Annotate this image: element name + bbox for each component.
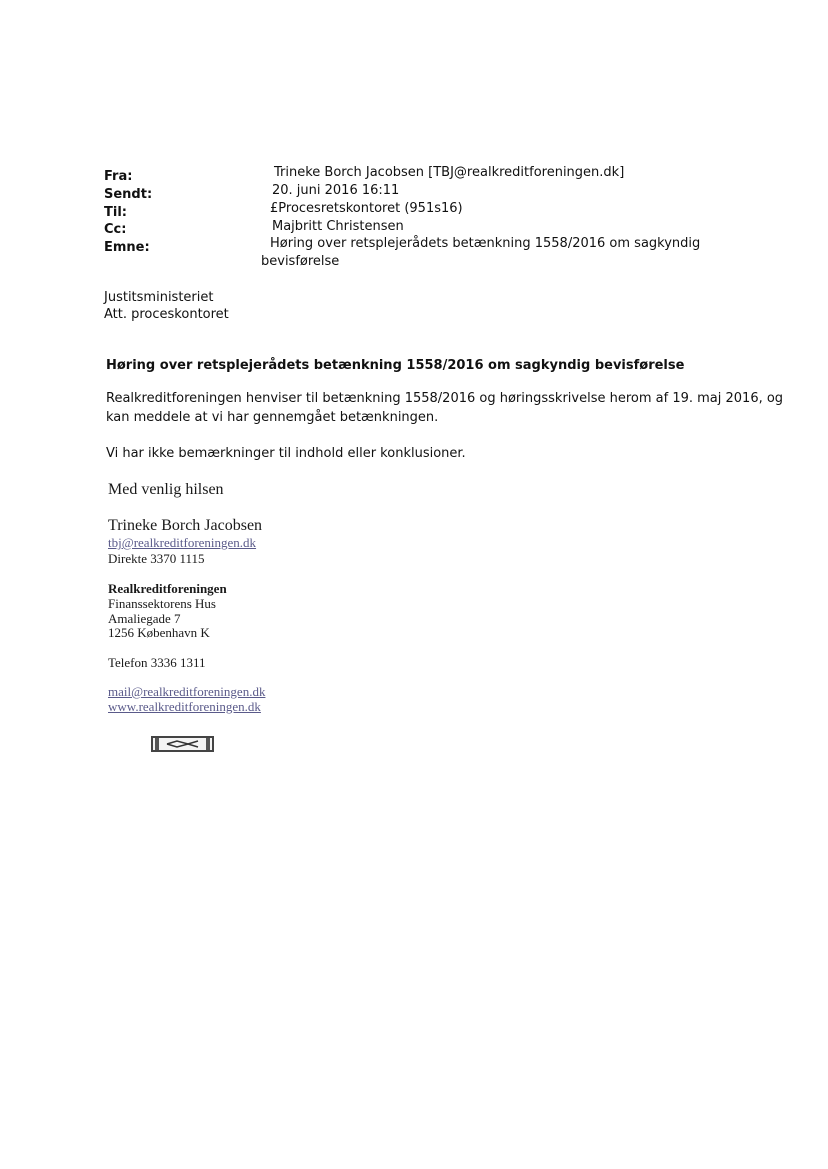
broken-image-icon (151, 736, 214, 752)
paragraph1-line1: Realkreditforeningen henviser til betænkning 1558/2016 og høringsskrivelse herom af 19. maj 2016, og (106, 391, 784, 406)
recipient-line1: Justitsministeriet (104, 290, 214, 305)
to-value: £Procesretskontoret (951s16) (270, 201, 463, 216)
from-label: Fra: (104, 169, 133, 184)
closing: Med venlig hilsen (108, 481, 224, 498)
letter-heading: Høring over retsplejerådets betænkning 1558/2016 om sagkyndig bevisførelse (106, 358, 685, 373)
paragraph2: Vi har ikke bemærkninger til indhold eller konklusioner. (106, 446, 466, 461)
address-line3: 1256 København K (108, 625, 210, 640)
recipient-line2: Att. proceskontoret (104, 307, 229, 322)
website-link[interactable]: www.realkreditforeningen.dk (108, 699, 261, 714)
org-name: Realkreditforeningen (108, 581, 227, 596)
direct-phone: Direkte 3370 1115 (108, 551, 205, 566)
signer-name: Trineke Borch Jacobsen (108, 517, 263, 534)
subject-value-line1: Høring over retsplejerådets betænkning 1558/2016 om sagkyndig (270, 236, 701, 251)
org-email-link[interactable]: mail@realkreditforeningen.dk (108, 684, 266, 699)
paragraph1-line2: kan meddele at vi har gennemgået betænkningen. (106, 410, 439, 425)
address-line2: Amaliegade 7 (108, 611, 181, 626)
cc-label: Cc: (104, 222, 127, 237)
signer-email-link[interactable]: tbj@realkreditforeningen.dk (108, 535, 257, 550)
from-value: Trineke Borch Jacobsen [TBJ@realkreditforeningen.dk] (274, 165, 625, 180)
sent-label: Sendt: (104, 187, 153, 202)
sent-value: 20. juni 2016 16:11 (272, 183, 400, 198)
phone: Telefon 3336 1311 (108, 655, 206, 670)
subject-value-line2: bevisførelse (261, 254, 340, 269)
cc-value: Majbritt Christensen (272, 219, 404, 234)
address-line1: Finanssektorens Hus (108, 596, 216, 611)
subject-label: Emne: (104, 240, 150, 255)
to-label: Til: (104, 205, 127, 220)
